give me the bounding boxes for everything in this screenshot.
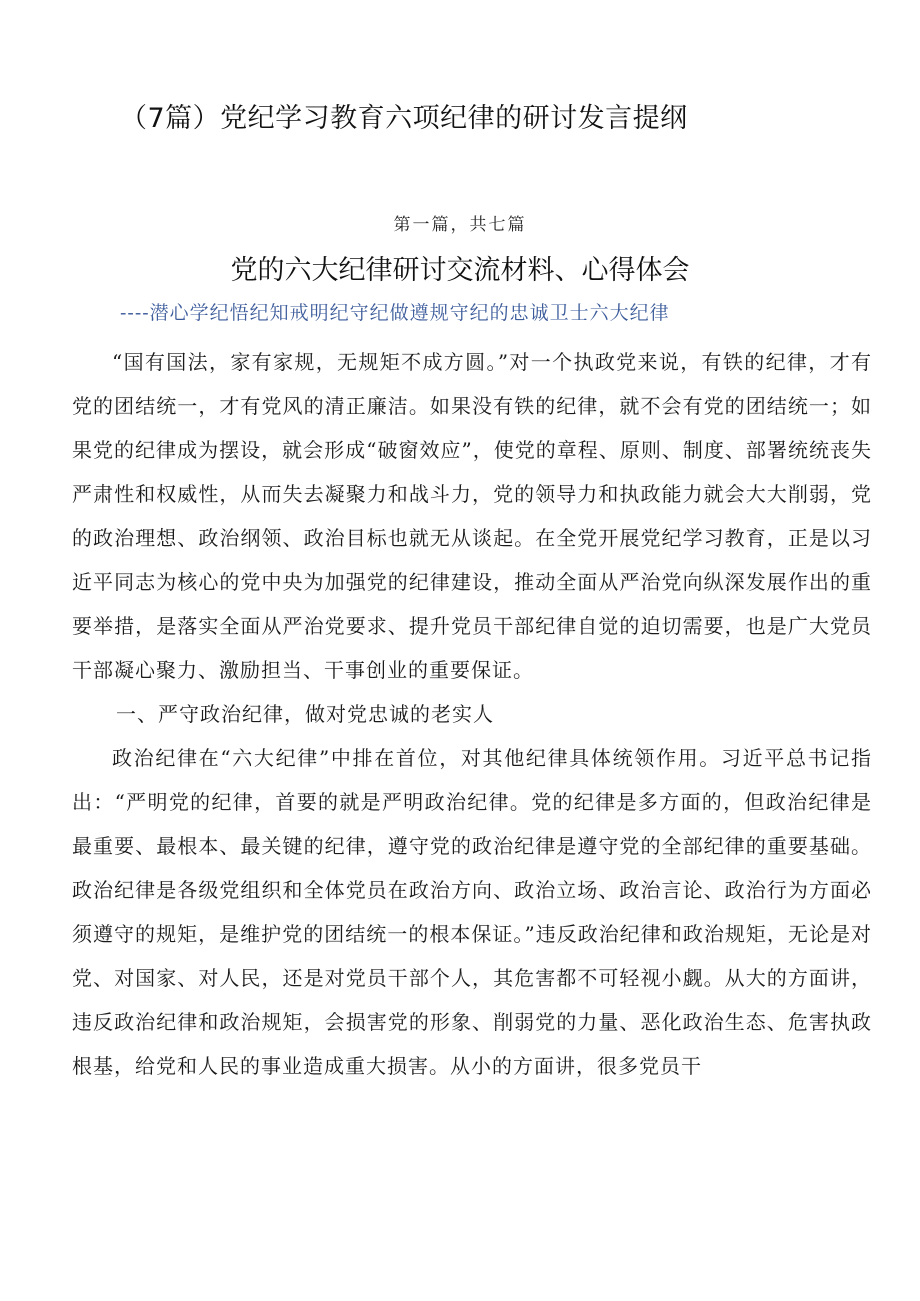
part-label: 第一篇，共七篇 <box>393 215 527 235</box>
article-subtitle: ----潜心学纪悟纪知戒明纪守纪做遵规守纪的忠诚卫士六大纪律 <box>120 302 670 324</box>
body-text <box>72 340 872 1088</box>
paragraph-political-discipline: 政治纪律在“六大纪律”中排在首位，对其他纪律具体统领作用。习近平总书记指出：“严明党的纪律，首要的就是严明政治纪律。党的纪律是多方面的，但政治纪律是最重要、最根本、最关键的纪律，遵守党的政治纪律是遵守党的全部纪律的重要基础。政治纪律是各级党组织和全体党员在政治方向、政治立场、政治言论、政治行为方面必须遵守的规矩，是维护党的团结统一的根本保证。”违反政治纪律和政治规矩，无论是对党、对国家、对人民，还是对党员干部个人，其危害都不可轻视小觑。从大的方面讲，违反政治纪律和政治规矩，会损害党的形象、削弱党的力量、恶化政治生态、危害执政根基，给党和人民的事业造成重大损害。从小的方面讲，很多党员干 <box>72 746 872 1078</box>
article-title: 党的六大纪律研讨交流材料、心得体会 <box>230 255 690 286</box>
document-title: （7篇）党纪学习教育六项纪律的研讨发言提纲 <box>120 103 688 134</box>
paragraph-intro: “国有国法，家有家规，无规矩不成方圆。”对一个执政党来说，有铁的纪律，才有党的团结统一，才有党风的清正廉洁。如果没有铁的纪律，就不会有党的团结统一；如果党的纪律成为摆设，就会形成“破窗效应”，使党的章程、原则、制度、部署统统丧失严肃性和权威性，从而失去凝聚力和战斗力，党的领导力和执政能力就会大大削弱，党的政治理想、政治纲领、政治目标也就无从谈起。在全党开展党纪学习教育，正是以习近平同志为核心的党中央为加强党的纪律建设，推动全面从严治党向纵深发展作出的重要举措，是落实全面从严治党要求、提升党员干部纪律自觉的迫切需要，也是广大党员干部凝心聚力、激励担当、干事创业的重要保证。 <box>72 350 872 682</box>
section-heading-1: 一、严守政治纪律，做对党忠诚的老实人 <box>116 702 494 726</box>
